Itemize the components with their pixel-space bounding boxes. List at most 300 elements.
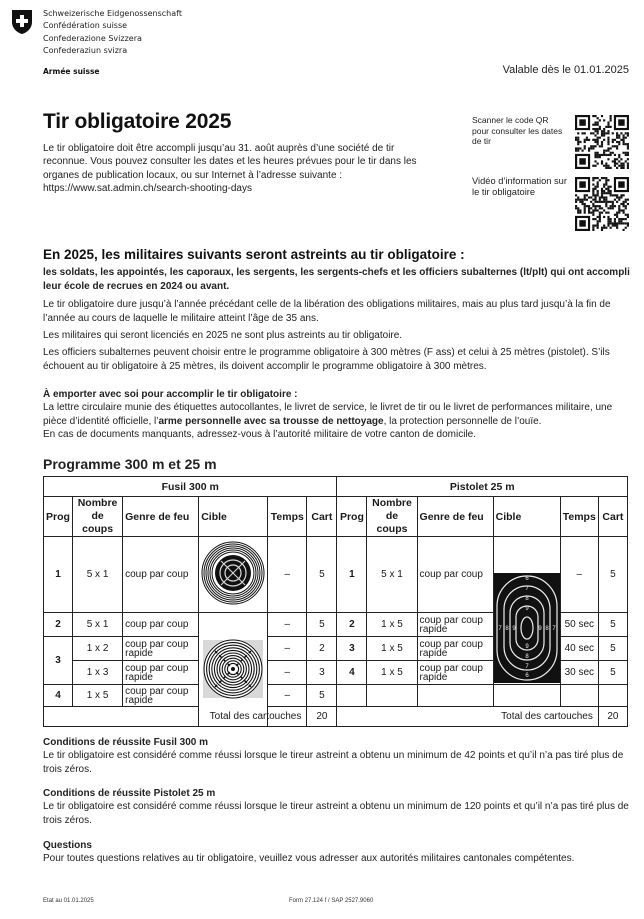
pistol-coups: 1 x 5 <box>367 661 417 685</box>
rifle-feu: coup par coup rapide <box>123 661 199 685</box>
qr-module <box>618 199 620 201</box>
qr-module <box>627 216 629 218</box>
qr-module <box>612 139 614 141</box>
qr-module <box>597 190 599 192</box>
qr-module <box>607 130 609 132</box>
rifle-temps: – <box>268 661 307 685</box>
qr-module <box>620 158 622 160</box>
qr-module <box>603 128 605 130</box>
qr-module <box>616 201 618 203</box>
qr-module <box>588 147 590 149</box>
qr-module <box>618 207 620 209</box>
pistol-temps: 40 sec <box>560 637 598 661</box>
qr-module <box>607 126 609 128</box>
qr-module <box>584 212 586 214</box>
col-prog: Prog <box>337 497 367 537</box>
questions-text: Pour toutes questions relatives au tir obligatoire, veuillez vous adresser aux autorités militaires cantonales compétentes. <box>43 853 575 864</box>
qr-module <box>603 209 605 211</box>
qr-module <box>605 165 607 167</box>
qr-module <box>610 186 612 188</box>
qr-module <box>605 167 607 169</box>
qr-module <box>597 181 599 183</box>
qr-module <box>597 154 599 156</box>
qr-module <box>618 137 620 139</box>
pistol-ring-label: 7 <box>498 626 502 632</box>
qr-module <box>592 190 594 192</box>
qr-module <box>597 163 599 165</box>
qr-module <box>599 128 601 130</box>
qr-module <box>623 141 625 143</box>
qr-module <box>601 141 603 143</box>
pistol-ring-label: 8 <box>545 626 549 632</box>
qr-module <box>603 201 605 203</box>
rifle-target-a-cell <box>199 537 268 613</box>
qr-module <box>607 154 609 156</box>
qr-module <box>594 209 596 211</box>
qr-module <box>581 132 583 134</box>
qr-module <box>594 156 596 158</box>
pistol-ring-label: 8 <box>505 626 509 632</box>
qr-module <box>592 128 594 130</box>
qr-module <box>620 218 622 220</box>
qr-module <box>607 225 609 227</box>
qr-module <box>592 212 594 214</box>
rifle-title: Fusil 300 m <box>44 477 337 497</box>
qr-module <box>616 132 618 134</box>
qr-module <box>618 134 620 136</box>
qr-module <box>625 160 627 162</box>
qr-module <box>601 194 603 196</box>
qr-module <box>607 201 609 203</box>
federation-line: Confederaziun svizra <box>43 45 128 55</box>
qr-module <box>597 139 599 141</box>
qr-module <box>599 216 601 218</box>
qr-module <box>601 190 603 192</box>
qr-module <box>588 139 590 141</box>
qr-module <box>594 188 596 190</box>
bring-weapon: arme personnelle avec sa trousse de nettoyage <box>158 415 384 427</box>
qr-module <box>581 203 583 205</box>
qr-module <box>597 194 599 196</box>
qr-module <box>610 152 612 154</box>
rifle-coups: 1 x 5 <box>73 685 123 707</box>
qr-module <box>577 199 579 201</box>
qr-module <box>601 177 603 179</box>
qr-module <box>614 158 616 160</box>
qr-module <box>592 165 594 167</box>
qr-module <box>594 205 596 207</box>
qr-module <box>618 143 620 145</box>
empty-cell <box>493 685 560 707</box>
qr-module <box>599 218 601 220</box>
empty-cell <box>417 685 493 707</box>
qr-module <box>592 218 594 220</box>
qr-module <box>620 132 622 134</box>
qr-module <box>616 145 618 147</box>
pistol-target-cell <box>493 537 560 685</box>
qr-module <box>603 227 605 229</box>
qr-module <box>594 115 596 117</box>
pistol-feu: coup par coup <box>417 537 493 613</box>
qr-code-icon[interactable] <box>575 115 629 169</box>
qr-module <box>623 165 625 167</box>
qr-module <box>579 209 581 211</box>
qr-module <box>614 220 616 222</box>
qr-module <box>597 152 599 154</box>
bring-heading: À emporter avec soi pour accomplir le tir obligatoire : <box>43 389 298 400</box>
pistol-target-icon <box>494 573 560 683</box>
qr-module <box>612 145 614 147</box>
rifle-cart: 5 <box>307 537 337 613</box>
qr-module <box>577 132 579 134</box>
qr-module <box>616 227 618 229</box>
qr-module <box>601 163 603 165</box>
col-coups: Nombre de coups <box>367 497 417 537</box>
qr-module <box>614 222 616 224</box>
qr-module <box>605 181 607 183</box>
target-a-icon <box>201 541 265 605</box>
bring-text-start: La lettre circulaire munie des étiquettes autocollantes, le livret de service, le livret de tir ou le livret de performances militaire, une pièce d’identité officielle, l’ <box>43 402 613 427</box>
federation-line: Confederazione Svizzera <box>43 33 142 43</box>
qr-module <box>616 141 618 143</box>
qr-module <box>625 207 627 209</box>
qr-module <box>599 205 601 207</box>
qr-module <box>607 186 609 188</box>
qr-module <box>616 222 618 224</box>
qr-module <box>597 186 599 188</box>
qr-module <box>590 132 592 134</box>
rifle-coups: 5 x 1 <box>73 537 123 613</box>
qr-module <box>620 139 622 141</box>
qr-module <box>607 212 609 214</box>
qr-module <box>594 152 596 154</box>
qr-module <box>597 132 599 134</box>
qr-module <box>618 156 620 158</box>
col-cart: Cart <box>307 497 337 537</box>
qr-module <box>605 179 607 181</box>
qr-module <box>586 194 588 196</box>
qr-module <box>599 207 601 209</box>
qr-module <box>605 163 607 165</box>
qr-module <box>605 201 607 203</box>
qr-module <box>618 160 620 162</box>
qr-module <box>612 141 614 143</box>
qr-module <box>603 139 605 141</box>
col-prog: Prog <box>44 497 73 537</box>
qr-module <box>610 147 612 149</box>
qr-module <box>607 179 609 181</box>
qr-module <box>597 183 599 185</box>
qr-module <box>607 150 609 152</box>
qr-module <box>584 199 586 201</box>
qr-module <box>603 192 605 194</box>
qr-module <box>590 201 592 203</box>
qr-module <box>597 209 599 211</box>
pistol-feu: coup par coup rapide <box>417 637 493 661</box>
qr-module <box>616 194 618 196</box>
qr-label-video: Vidéo d’information sur le tir obligatoire <box>472 176 567 197</box>
page-title: Tir obligatoire 2025 <box>43 110 232 133</box>
qr-module <box>577 150 579 152</box>
qr-module <box>603 154 605 156</box>
pistol-ring-label: 6 <box>525 673 529 679</box>
qr-module <box>625 214 627 216</box>
qr-module <box>607 141 609 143</box>
qr-code-icon[interactable] <box>575 177 629 231</box>
pistol-ring-label: 9 <box>512 626 516 632</box>
qr-module <box>584 145 586 147</box>
pistol-total: 20 <box>598 707 627 727</box>
qr-module <box>614 160 616 162</box>
qr-module <box>607 121 609 123</box>
qr-module <box>607 218 609 220</box>
pistol-cart: 5 <box>598 537 627 613</box>
pistol-prog: 1 <box>337 537 367 613</box>
qr-module <box>601 212 603 214</box>
qr-module <box>584 207 586 209</box>
qr-module <box>588 196 590 198</box>
qr-module <box>616 214 618 216</box>
qr-module <box>614 214 616 216</box>
qr-module <box>612 205 614 207</box>
qr-module <box>625 227 627 229</box>
qr-module <box>581 201 583 203</box>
questions-heading: Questions <box>43 840 92 851</box>
rifle-cart: 5 <box>307 685 337 707</box>
qr-module <box>610 220 612 222</box>
qr-module <box>620 220 622 222</box>
qr-module <box>599 201 601 203</box>
qr-module <box>616 216 618 218</box>
qr-module <box>603 196 605 198</box>
qr-module <box>575 201 577 203</box>
qr-module <box>618 220 620 222</box>
qr-module <box>607 188 609 190</box>
qr-module <box>588 207 590 209</box>
qr-module <box>625 143 627 145</box>
qr-module <box>592 205 594 207</box>
qr-module <box>577 141 579 143</box>
rifle-total: 20 <box>307 707 337 727</box>
pistol-temps: – <box>560 537 598 613</box>
qr-module <box>599 212 601 214</box>
qr-module <box>577 139 579 141</box>
qr-module <box>612 152 614 154</box>
qr-module <box>610 207 612 209</box>
qr-module <box>601 143 603 145</box>
qr-module <box>616 137 618 139</box>
rifle-cart: 2 <box>307 637 337 661</box>
qr-module <box>592 124 594 126</box>
qr-module <box>594 130 596 132</box>
qr-module <box>584 205 586 207</box>
qr-module <box>614 145 616 147</box>
qr-module <box>603 130 605 132</box>
qr-module <box>612 201 614 203</box>
qr-module <box>603 186 605 188</box>
qr-module <box>618 165 620 167</box>
qr-module <box>575 137 577 139</box>
qr-module <box>601 115 603 117</box>
qr-module <box>592 203 594 205</box>
qr-module <box>610 205 612 207</box>
qr-module <box>594 154 596 156</box>
obligation-heading: En 2025, les militaires suivants seront astreints au tir obligatoire : <box>43 247 465 262</box>
qr-module <box>599 137 601 139</box>
qr-module <box>599 199 601 201</box>
bring-missing: En cas de documents manquants, adressez-vous à l’autorité militaire de votre canton de domicile. <box>43 429 477 440</box>
qr-module <box>623 152 625 154</box>
qr-module <box>607 220 609 222</box>
qr-module <box>610 218 612 220</box>
qr-module <box>627 203 629 205</box>
swiss-coat-of-arms-icon <box>11 9 33 35</box>
qr-module <box>592 188 594 190</box>
qr-module <box>584 139 586 141</box>
qr-module <box>623 139 625 141</box>
qr-module <box>601 132 603 134</box>
qr-module <box>625 154 627 156</box>
qr-module <box>610 190 612 192</box>
rifle-coups: 1 x 3 <box>73 661 123 685</box>
pistol-prog: 3 <box>337 637 367 661</box>
qr-module <box>590 145 592 147</box>
qr-module <box>597 205 599 207</box>
qr-module <box>599 220 601 222</box>
qr-module <box>584 209 586 211</box>
qr-module <box>577 137 579 139</box>
qr-module <box>627 158 629 160</box>
rifle-temps: – <box>268 637 307 661</box>
qr-module <box>599 214 601 216</box>
qr-label-dates: Scanner le code QR pour consulter les dates de tir <box>472 115 563 146</box>
qr-module <box>599 126 601 128</box>
qr-module <box>592 209 594 211</box>
qr-module <box>594 139 596 141</box>
federation-names <box>43 8 182 57</box>
qr-module <box>594 165 596 167</box>
rifle-prog: 3 <box>44 637 73 685</box>
qr-module <box>607 158 609 160</box>
pistol-cart: 5 <box>598 613 627 637</box>
qr-module <box>627 145 629 147</box>
qr-module <box>605 188 607 190</box>
qr-module <box>627 143 629 145</box>
qr-module <box>599 179 601 181</box>
qr-module <box>612 132 614 134</box>
federation-line: Schweizerische Eidgenossenschaft <box>43 9 182 18</box>
qr-module <box>610 117 612 119</box>
qr-module <box>610 194 612 196</box>
qr-module <box>607 139 609 141</box>
program-table <box>43 476 628 727</box>
qr-module <box>603 177 605 179</box>
qr-module <box>575 150 577 152</box>
qr-module <box>603 119 605 121</box>
obligation-who: les soldats, les appointés, les caporaux, les sergents, les sergents-chefs et les officiers subalternes (lt/plt) qui ont accompli leur école de recrues en 2024 ou avant. <box>43 267 630 292</box>
qr-module <box>579 212 581 214</box>
qr-module <box>594 199 596 201</box>
qr-module <box>597 143 599 145</box>
qr-module <box>625 199 627 201</box>
pistol-coups: 1 x 5 <box>367 613 417 637</box>
qr-module <box>612 222 614 224</box>
qr-module <box>597 156 599 158</box>
qr-module <box>594 194 596 196</box>
qr-module <box>594 207 596 209</box>
bring-text <box>43 401 633 442</box>
qr-module <box>623 205 625 207</box>
qr-module <box>623 212 625 214</box>
qr-module <box>584 203 586 205</box>
qr-module <box>577 196 579 198</box>
qr-module <box>588 212 590 214</box>
qr-module <box>588 209 590 211</box>
qr-module <box>627 154 629 156</box>
qr-module <box>607 124 609 126</box>
pistol-prog: 2 <box>337 613 367 637</box>
qr-module <box>594 128 596 130</box>
col-feu: Genre de feu <box>123 497 199 537</box>
qr-module <box>603 225 605 227</box>
rifle-cart: 5 <box>307 613 337 637</box>
qr-module <box>605 192 607 194</box>
qr-module <box>618 209 620 211</box>
qr-module <box>612 207 614 209</box>
qr-module <box>603 199 605 201</box>
qr-module <box>575 139 577 141</box>
qr-module <box>610 167 612 169</box>
qr-module <box>603 150 605 152</box>
qr-module <box>594 121 596 123</box>
qr-module <box>627 147 629 149</box>
qr-module <box>599 156 601 158</box>
qr-module <box>601 134 603 136</box>
qr-module <box>592 194 594 196</box>
qr-module <box>597 225 599 227</box>
obligation-officers: Les officiers subalternes peuvent choisir entre le programme obligatoire à 300 mètres (F ass) et celui à 25 mètres (pistolet). S’ils échouent au tir obligatoire à 25 mètres, ils doivent accomplir le programme obligatoire à 300 mètres. <box>43 347 610 372</box>
qr-module <box>601 160 603 162</box>
qr-module <box>618 212 620 214</box>
qr-module <box>610 115 612 117</box>
qr-module <box>586 137 588 139</box>
footer-state: Etat au 01.01.2025 <box>43 898 94 904</box>
qr-module <box>597 201 599 203</box>
search-shooting-days-link[interactable]: https://www.sat.admin.ch/search-shooting-days <box>43 182 252 194</box>
qr-module <box>575 207 577 209</box>
empty-cell <box>337 685 367 707</box>
valid-from: Valable dès le 01.01.2025 <box>502 64 629 76</box>
qr-module <box>605 154 607 156</box>
program-heading: Programme 300 m et 25 m <box>43 456 217 472</box>
empty-cell <box>560 685 598 707</box>
qr-module <box>592 177 594 179</box>
qr-module <box>590 196 592 198</box>
table-row <box>44 537 628 613</box>
qr-module <box>618 154 620 156</box>
qr-module <box>605 177 607 179</box>
rifle-cart: 3 <box>307 661 337 685</box>
qr-module <box>614 163 616 165</box>
qr-module <box>625 201 627 203</box>
qr-module <box>618 222 620 224</box>
qr-module <box>614 205 616 207</box>
qr-module <box>594 196 596 198</box>
qr-module <box>605 196 607 198</box>
qr-module <box>592 192 594 194</box>
qr-module <box>614 194 616 196</box>
col-cart: Cart <box>598 497 627 537</box>
